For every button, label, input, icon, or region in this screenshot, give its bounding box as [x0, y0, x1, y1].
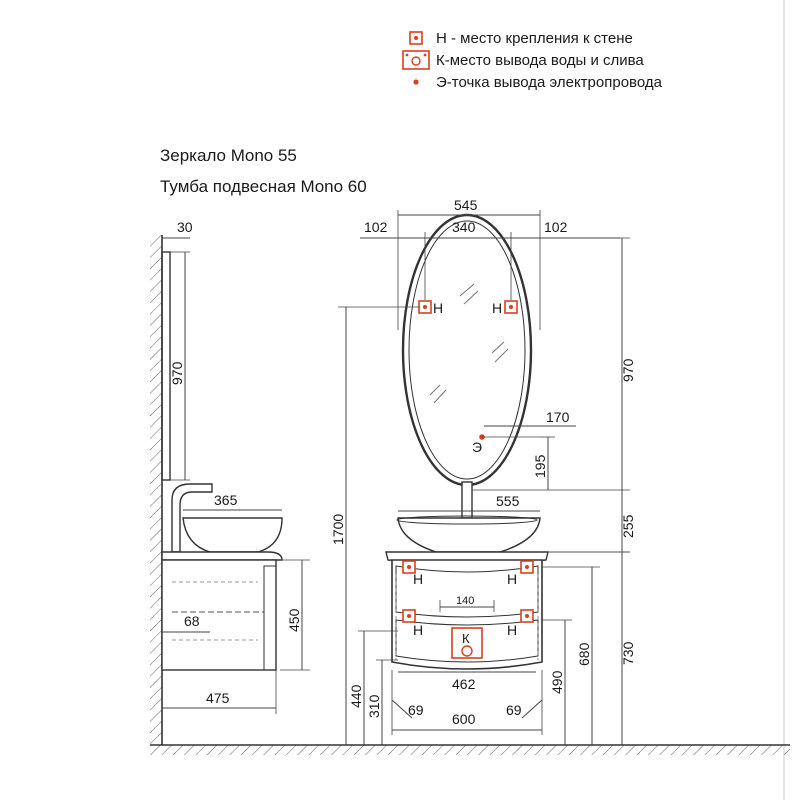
label-mount-span: 340 — [452, 219, 476, 235]
legend-mount — [400, 27, 633, 49]
countertop-side — [162, 552, 282, 560]
title-cabinet: Тумба подвесная Mono 60 — [160, 177, 367, 196]
floor-hatch — [150, 745, 790, 755]
legend-outlet — [400, 49, 644, 71]
label-side-mirror-height: 970 — [169, 361, 185, 385]
label-sink-width: 555 — [496, 493, 520, 509]
label-floor-to-mid: 490 — [549, 670, 565, 694]
faucet-front — [462, 482, 472, 518]
label-side-mirror-depth: 30 — [177, 219, 193, 235]
label-mirror-right-offset: 102 — [544, 219, 568, 235]
label-electric-offset: 170 — [546, 409, 570, 425]
label-leg-left: 69 — [408, 702, 424, 718]
marker-outlet: К — [462, 631, 470, 646]
label-mirror-total-width: 545 — [454, 197, 478, 213]
marker-mount-cabinet-mid-right: Н — [507, 622, 518, 638]
marker-electric: Э — [472, 439, 483, 455]
label-side-cabinet-height: 450 — [286, 608, 302, 632]
marker-mount-cabinet-mid-left: Н — [413, 622, 424, 638]
marker-mount-cabinet-top-left: Н — [413, 571, 424, 587]
wall-hatch — [150, 235, 162, 745]
legend-outlet-text: К-место вывода воды и слива — [436, 51, 644, 69]
dim-line-69-right — [522, 700, 542, 718]
marker-mount-cabinet-top-right: Н — [507, 571, 518, 587]
marker-mount-mirror-left: Н — [433, 300, 444, 316]
label-floor-to-outlet: 310 — [366, 694, 382, 718]
label-cabinet-width: 600 — [452, 711, 476, 727]
mirror-oval — [403, 215, 531, 485]
electric-dot-icon — [400, 71, 432, 93]
legend-electric-text: Э-точка вывода электропровода — [436, 73, 662, 91]
label-leg-right: 69 — [506, 702, 522, 718]
label-mirror-left-offset: 102 — [364, 219, 388, 235]
outlet-symbol-icon — [400, 49, 432, 71]
label-faucet-gap: 255 — [620, 514, 636, 538]
mount-symbol-icon — [400, 27, 432, 49]
label-side-cabinet-depth: 475 — [206, 690, 230, 706]
legend-mount-text: Н - место крепления к стене — [436, 29, 633, 47]
label-cabinet-inner-width: 462 — [452, 676, 476, 692]
cabinet-side — [162, 560, 276, 670]
marker-mount-mirror-right: Н — [492, 300, 503, 316]
legend-electric — [400, 71, 662, 93]
label-electric-above-faucet: 195 — [532, 454, 548, 478]
label-inner-mount-span: 140 — [456, 595, 475, 607]
label-front-mirror-height: 970 — [620, 358, 636, 382]
title-mirror: Зеркало Mono 55 — [160, 146, 297, 165]
sink-side — [183, 518, 282, 552]
label-floor-to-top-mount: 680 — [576, 642, 592, 666]
label-floor-to-cabinet: 440 — [348, 684, 364, 708]
label-floor-to-top: 730 — [620, 641, 636, 665]
label-side-shelf-depth: 68 — [184, 613, 200, 629]
label-side-sink-width: 365 — [214, 492, 238, 508]
label-total-height: 1700 — [330, 513, 346, 545]
